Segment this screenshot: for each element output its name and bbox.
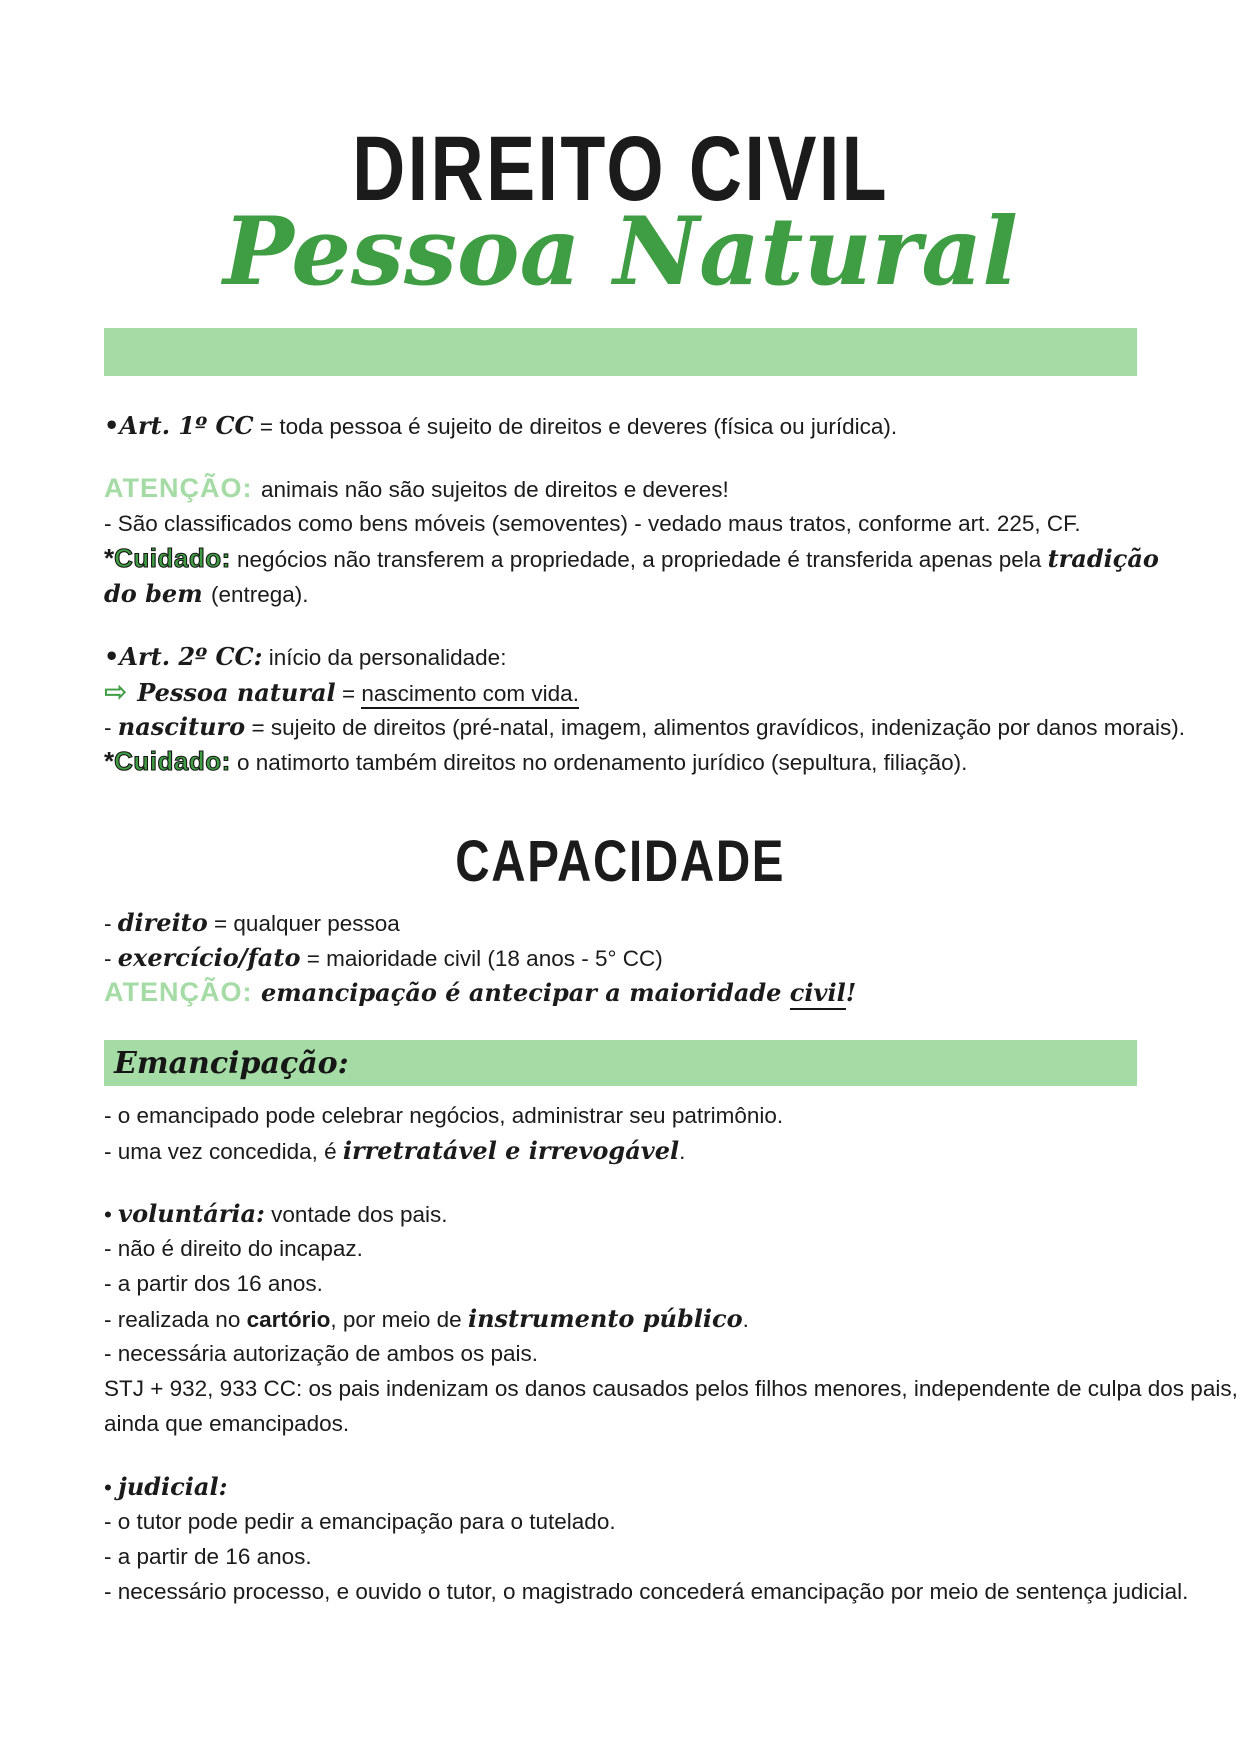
atencao-label: ATENÇÃO: [104, 977, 261, 1008]
text-segment: instrumento público [467, 1304, 743, 1334]
text-segment: - necessária autorização de ambos os pais. [104, 1341, 538, 1367]
text-line [104, 1371, 1238, 1406]
emancipacao-heading-text: Emancipação: [114, 1045, 349, 1081]
text-segment: - realizada no [104, 1307, 247, 1333]
text-line [104, 905, 1137, 940]
text-segment: . [742, 1307, 749, 1333]
text-line [104, 471, 1137, 506]
bullet: • [104, 1475, 119, 1501]
text-line [104, 1504, 1137, 1539]
text-segment: = maioridade civil (18 anos - 5° CC) [300, 946, 663, 972]
text-segment: (entrega). [210, 582, 309, 608]
text-segment: = [335, 681, 362, 707]
text-segment: . [679, 1139, 686, 1165]
paragraph-gap [104, 611, 1137, 639]
emancipacao-bar [104, 1040, 1137, 1086]
text-segment: direito [117, 908, 208, 938]
text-line [104, 408, 1137, 443]
text-segment: - [104, 911, 118, 937]
text-line [104, 1469, 1137, 1504]
text-segment: o natimorto também direitos no ordenamento jurídico (sepultura, filiação). [230, 750, 968, 776]
text-segment: tradição [1047, 544, 1159, 574]
text-segment: Pessoa natural [137, 678, 336, 708]
text-line [104, 1133, 1137, 1168]
paragraph-gap [104, 443, 1137, 471]
text-segment: cartório [246, 1307, 331, 1333]
voluntaria-label: voluntária: [118, 1199, 265, 1229]
text-segment: = sujeito de direitos (pré-natal, imagem, alimentos gravídicos, indenização por danos morais). [245, 715, 1186, 741]
asterisk: * [104, 543, 115, 574]
art2-label: •Art. 2º CC: [104, 642, 263, 672]
text-segment: , por meio de [330, 1307, 468, 1333]
text-segment: do bem [104, 579, 211, 609]
intro-section [104, 408, 1186, 779]
judicial-label: judicial: [118, 1472, 228, 1502]
text-line [104, 674, 1137, 709]
text-line [104, 506, 1137, 541]
text-segment: = toda pessoa é sujeito de direitos e deveres (física ou jurídica). [253, 414, 898, 440]
asterisk: * [104, 746, 115, 777]
text-line [104, 1231, 1137, 1266]
text-segment: ainda que emancipados. [104, 1411, 350, 1437]
bullet: • [104, 1202, 119, 1228]
text-line [104, 1574, 1189, 1609]
text-segment: - uma vez concedida, é [104, 1139, 343, 1165]
cuidado-label: Cuidado: [114, 746, 231, 777]
text-segment: nascituro [117, 712, 246, 742]
cuidado-label: Cuidado: [114, 543, 231, 574]
art1-label: •Art. 1º CC [104, 411, 254, 441]
text-line [104, 1301, 1137, 1336]
capacidade-section [104, 905, 1137, 1010]
emancipacao-section [104, 1098, 1238, 1609]
text-segment: = qualquer pessoa [207, 911, 400, 937]
text-line [104, 975, 1137, 1010]
text-segment: - necessário processo, e ouvido o tutor, o magistrado concederá emancipação por meio de sentença judicial. [104, 1579, 1189, 1605]
text-segment: irretratável e irrevogável [342, 1136, 680, 1166]
text-segment: - [104, 946, 118, 972]
text-line [104, 940, 1137, 975]
text-segment: - a partir de 16 anos. [104, 1544, 312, 1570]
text-segment: início da personalidade: [262, 645, 507, 671]
text-line [104, 639, 1137, 674]
text-line [104, 1098, 1137, 1133]
text-segment: - São classificados como bens móveis (semoventes) - vedado maus tratos, conforme art. 225, CF. [104, 511, 1081, 537]
page-subtitle: Pessoa Natural [223, 197, 1018, 308]
text-line [104, 1336, 1137, 1371]
atencao-label: ATENÇÃO: [104, 473, 261, 504]
text-line [104, 576, 1137, 611]
text-segment: - não é direito do incapaz. [104, 1236, 363, 1262]
capacidade-heading-text: CAPACIDADE [455, 829, 786, 895]
text-segment: negócios não transferem a propriedade, a propriedade é transferida apenas pela [230, 547, 1048, 573]
text-line [104, 541, 1159, 576]
text-segment: emancipação é antecipar a maioridade [261, 978, 790, 1008]
text-line [104, 1406, 1137, 1441]
arrow-icon: ⇨ [104, 675, 138, 709]
text-segment: - [104, 715, 118, 741]
text-segment: nascimento com vida. [361, 681, 579, 709]
text-line [104, 709, 1186, 744]
capacidade-heading [104, 829, 1137, 895]
text-segment: - o tutor pode pedir a emancipação para o tutelado. [104, 1509, 616, 1535]
text-segment: civil [790, 978, 846, 1010]
text-line [104, 1539, 1137, 1574]
text-segment: exercício/fato [117, 943, 301, 973]
text-line [104, 1266, 1137, 1301]
text-segment: vontade dos pais. [264, 1202, 448, 1228]
text-segment: ! [845, 978, 857, 1008]
page-title-text: DIREITO CIVIL [352, 118, 889, 220]
text-segment: STJ + 932, 933 CC: os pais indenizam os danos causados pelos filhos menores, independente de culpa dos pais, [104, 1376, 1238, 1402]
text-segment: animais não são sujeitos de direitos e deveres! [261, 477, 729, 503]
section-divider-bar [104, 328, 1137, 376]
text-segment: - a partir dos 16 anos. [104, 1271, 323, 1297]
text-segment: - o emancipado pode celebrar negócios, administrar seu patrimônio. [104, 1103, 784, 1129]
text-line [104, 1196, 1137, 1231]
text-line [104, 744, 1137, 779]
paragraph-gap [104, 1168, 1137, 1196]
paragraph-gap [104, 1441, 1137, 1469]
